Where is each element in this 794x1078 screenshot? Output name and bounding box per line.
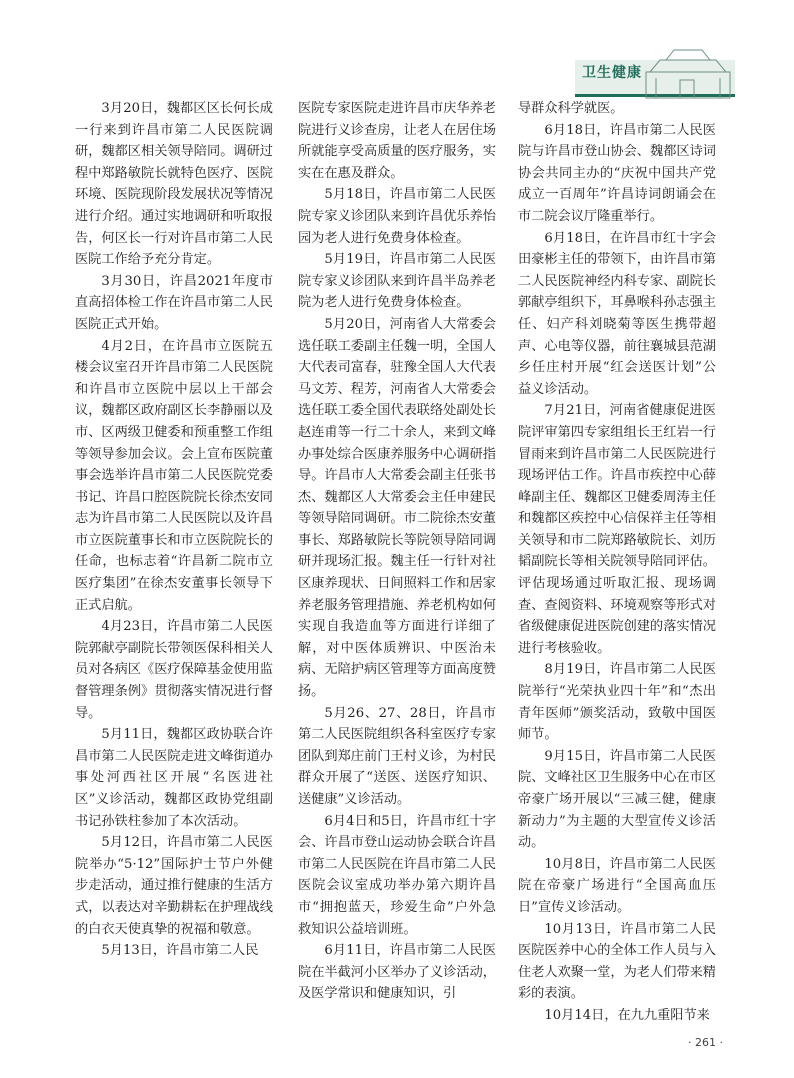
- paragraph: 10月14日，在九九重阳节来: [544, 1007, 710, 1023]
- paragraph: 5月12日，许昌市第二人民医院举办“5·12”国际护士节户外健步走活动，通过推行健康的生活方式，以表达对辛勤耕耘在护理战线的白衣天使真挚的祝福和敬意。: [75, 835, 273, 937]
- paragraph: 8月19日，许昌市第二人民医院举行“光荣执业四十年”和“杰出青年医师”颁奖活动，致敬中国医师节。: [518, 662, 716, 743]
- paragraph: 7月21日，河南省健康促进医院评审第四专家组组长王红岩一行冒雨来到许昌市第二人民医院进行现场评估工作。许昌市疾控中心薛峰副主任、魏都区卫健委周涛主任和魏都区疾控中心信保祥主任等相关领导和市二院郑路敏院长、刘历韬副院长等相关院领导陪同评估。评估现场通过听取汇报、现场调查、查阅资料、环境观察等形式对省级健康促进医院创建的落实情况进行考核验收。: [518, 403, 716, 656]
- text-column-3: [518, 98, 716, 1027]
- page-number: · 261 ·: [688, 1036, 723, 1049]
- paragraph: 6月11日，许昌市第二人民医院在半截河小区举办了义诊活动，及医学常识和健康知识，引: [298, 943, 496, 1002]
- paragraph: 3月30日，许昌2021年度市直高招体检工作在许昌市第二人民医院正式开始。: [75, 273, 273, 332]
- paragraph: 5月11日，魏都区政协联合许昌市第二人民医院走进文峰街道办事处河西社区开展“名医进社区”义诊活动，魏都区政协党组副书记孙铁柱参加了本次活动。: [75, 727, 273, 829]
- paragraph: 9月15日，许昌市第二人民医院、文峰社区卫生服务中心在市区帝豪广场开展以“三减三健，健康新动力”为主题的大型宣传义诊活动。: [518, 748, 716, 851]
- paragraph: 5月20日，河南省人大常委会选任联工委副主任魏一明，全国人大代表司富春，驻豫全国人大代表马文芳、程芳，河南省人大常委会选任联工委全国代表联络处副处长赵连甫等一行二十余人，来到文峰办事处综合医康养服务中心调研指导。许昌市人大常委会副主任张书杰、魏都区人大常委会主任申建民等领导陪同调研。市二院徐杰安董事长、郑路敏院长等院领导陪同调研并现场汇报。魏主任一行针对社区康养现状、日间照料工作和居家养老服务管理措施、养老机构如何实现自我造血等方面进行详细了解，对中医体质辨识、中医治未病、无陪护病区管理等方面高度赞扬。: [298, 316, 496, 700]
- paragraph: 10月8日，许昌市第二人民医院在帝豪广场进行“全国高血压日”宣传义诊活动。: [518, 856, 716, 915]
- paragraph: 3月20日，魏都区区长何长成一行来到许昌市第二人民医院调研，魏都区相关领导陪同。调研过程中郑路敏院长就特色医疗、医院环境、医院现阶段发展状况等情况进行介绍。通过实地调研和听取报告，何区长一行对许昌市第二人民医院工作给予充分肯定。: [75, 101, 273, 268]
- text-column-1: [75, 98, 273, 962]
- text-column-2: [298, 98, 496, 1005]
- section-title: 卫生健康: [582, 65, 642, 81]
- paragraph: 5月19日，许昌市第二人民医院专家义诊团队来到许昌半岛养老院为老人进行免费身体检查。: [298, 252, 496, 311]
- paragraph: 6月4日和5日，许昌市红十字会、许昌市登山运动协会联合许昌市第二人民医院在许昌市第二人民医院会议室成功举办第六期许昌市“拥抱蓝天，珍爱生命”户外急救知识公益培训班。: [298, 813, 496, 937]
- paragraph: 4月23日，许昌市第二人民医院郭献亭副院长带领医保科相关人员对各病区《医疗保障基金使用监督管理条例》贯彻落实情况进行督导。: [75, 619, 273, 721]
- paragraph: 10月13日，许昌市第二人民医院医养中心的全体工作人员与入住老人欢聚一堂，为老人们带来精彩的表演。: [518, 921, 716, 1002]
- paragraph: 5月13日，许昌市第二人民: [101, 943, 259, 959]
- paragraph-continued: 导群众科学就医。: [518, 101, 624, 116]
- paragraph: 6月18日，许昌市第二人民医院与许昌市登山协会、魏都区诗词协会共同主办的“庆祝中国共产党成立一百周年”许昌诗词朗诵会在市二院会议厅隆重举行。: [518, 122, 716, 224]
- paragraph: 5月18日，许昌市第二人民医院专家义诊团队来到许昌优乐养怡园为老人进行免费身体检查。: [298, 187, 496, 246]
- paragraph: 5月26、27、28日，许昌市第二人民医院组织各科室医疗专家团队到郑庄前门王村义诊，为村民群众开展了“送医、送医疗知识、送健康”义诊活动。: [298, 705, 496, 807]
- building-skyline-icon: [640, 42, 735, 106]
- paragraph: 4月2日，在许昌市立医院五楼会议室召开许昌市第二人民医院和许昌市立医院中层以上干部会议，魏都区政府副区长李静丽以及市、区两级卫健委和预重整工作组等领导参加会议。会上宣布医院董事会选举许昌市第二人民医院党委书记、许昌口腔医院院长徐杰安同志为许昌市第二人民医院以及许昌市立医院董事长和市立医院院长的任命，也标志着“许昌新二院市立医疗集团”在徐杰安董事长领导下正式启航。: [75, 338, 273, 613]
- paragraph: 6月18日，在许昌市红十字会田豪彬主任的带领下，由许昌市第二人民医院神经内科专家、副院长郭献亭组织下，耳鼻喉科孙志强主任、妇产科刘晓菊等医生携带超声、心电等仪器，前往襄城县范湖乡任庄村开展“红会送医计划”公益义诊活动。: [518, 230, 716, 397]
- paragraph-continued: 医院专家医院走进许昌市庆华养老院进行义诊查房，让老人在居住场所就能享受高质量的医疗服务，实实在在惠及群众。: [298, 101, 496, 181]
